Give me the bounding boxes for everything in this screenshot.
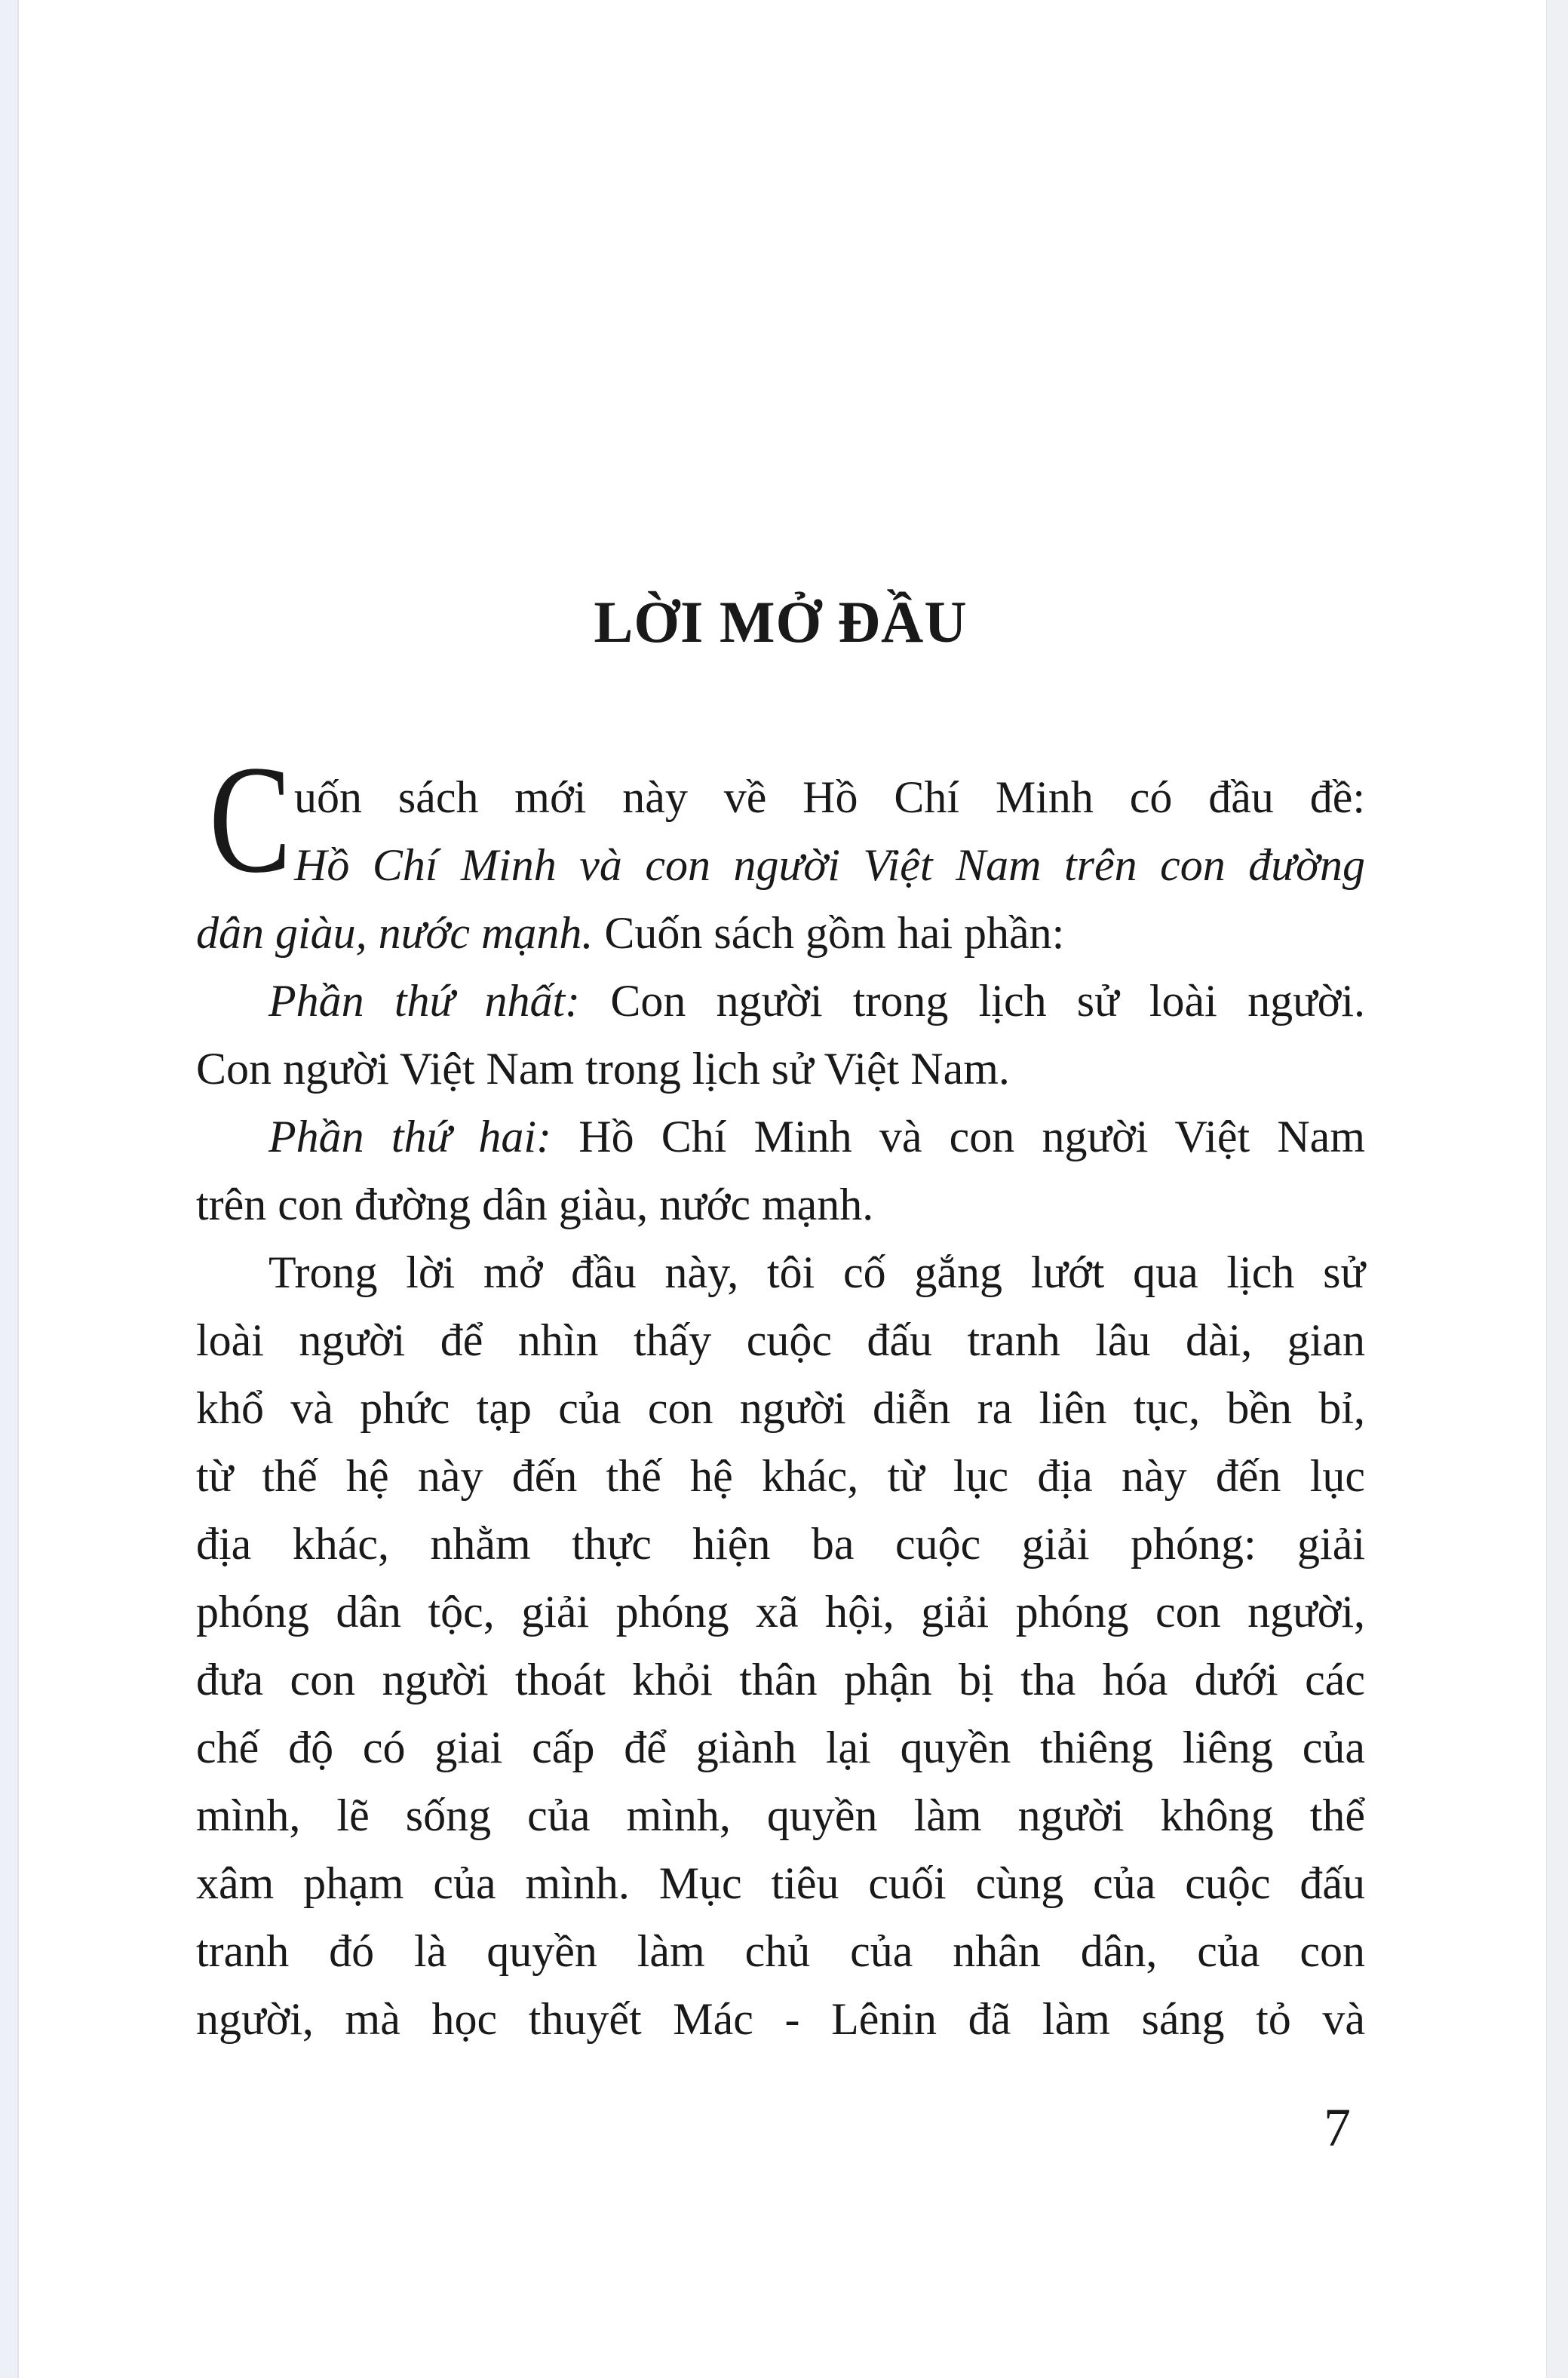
paragraph-2-line-2: Con người Việt Nam trong lịch sử Việt Nam. bbox=[196, 1044, 1010, 1094]
paragraph-4 bbox=[196, 1238, 1365, 2053]
text-line bbox=[196, 1442, 1365, 1510]
paragraph-4-line-8: chế độ có giai cấp để giành lại quyền thiêng liêng của bbox=[196, 1723, 1365, 1772]
paragraph-4-line-12: người, mà học thuyết Mác - Lênin đã làm sáng tỏ và bbox=[196, 1994, 1365, 2044]
text-line bbox=[196, 899, 1365, 967]
part-one-label-italic: Phần thứ nhất: bbox=[268, 976, 581, 1026]
text-line bbox=[196, 1781, 1365, 1849]
text-line bbox=[196, 1103, 1365, 1171]
text-line bbox=[196, 1849, 1365, 1917]
text-line bbox=[294, 763, 1365, 831]
paragraph-3 bbox=[196, 1103, 1365, 1238]
paragraph-4-line-6: phóng dân tộc, giải phóng xã hội, giải phóng con người, bbox=[196, 1587, 1365, 1637]
paragraph-4-line-3: khổ và phức tạp của con người diễn ra liên tục, bền bỉ, bbox=[196, 1383, 1365, 1433]
book-title-italic: dân giàu, nước mạnh. bbox=[196, 908, 594, 958]
paragraph-4-line-9: mình, lẽ sống của mình, quyền làm người không thể bbox=[196, 1790, 1365, 1840]
text-line bbox=[196, 1171, 1365, 1238]
paragraph-1-line-3: Cuốn sách gồm hai phần: bbox=[593, 908, 1065, 958]
text-line bbox=[196, 1917, 1365, 1985]
text-line bbox=[196, 1306, 1365, 1374]
scan-edge-strip-left bbox=[0, 0, 19, 2378]
paragraph-3-line-2: trên con đường dân giàu, nước mạnh. bbox=[196, 1180, 874, 1229]
text-line bbox=[196, 1714, 1365, 1781]
paragraph-2 bbox=[196, 967, 1365, 1103]
text-line bbox=[294, 831, 1365, 899]
page-title: LỜI MỞ ĐẦU bbox=[594, 589, 968, 655]
text-line bbox=[196, 1238, 1365, 1306]
scan-edge-strip-right bbox=[1546, 0, 1568, 2378]
text-line bbox=[196, 1578, 1365, 1646]
paragraph-4-line-2: loài người để nhìn thấy cuộc đấu tranh lâu dài, gian bbox=[196, 1315, 1365, 1365]
text-line bbox=[196, 1646, 1365, 1714]
text-block bbox=[196, 763, 1365, 2053]
page-number: 7 bbox=[1324, 2097, 1351, 2158]
text-line bbox=[196, 967, 1365, 1035]
paragraph-4-line-4: từ thế hệ này đến thế hệ khác, từ lục địa này đến lục bbox=[196, 1451, 1365, 1501]
paragraph-3-line-1: Hồ Chí Minh và con người Việt Nam bbox=[551, 1112, 1365, 1161]
paragraph-4-line-5: địa khác, nhằm thực hiện ba cuộc giải phóng: giải bbox=[196, 1519, 1365, 1569]
text-line bbox=[196, 1985, 1365, 2053]
paragraph-1-line-1: uốn sách mới này về Hồ Chí Minh có đầu đề: bbox=[294, 772, 1365, 822]
paragraph-2-line-1: Con người trong lịch sử loài người. bbox=[580, 976, 1365, 1026]
paragraph-4-line-1: Trong lời mở đầu này, tôi cố gắng lướt qua lịch sử bbox=[268, 1247, 1365, 1297]
text-line bbox=[196, 1035, 1365, 1103]
text-line bbox=[196, 1510, 1365, 1578]
paragraph-4-line-11: tranh đó là quyền làm chủ của nhân dân, của con bbox=[196, 1926, 1365, 1976]
part-two-label-italic: Phần thứ hai: bbox=[268, 1112, 552, 1161]
text-line bbox=[196, 1374, 1365, 1442]
book-title-italic: Hồ Chí Minh và con người Việt Nam trên con đường bbox=[294, 840, 1365, 890]
drop-cap-letter: C bbox=[209, 734, 292, 905]
paragraph-4-line-7: đưa con người thoát khỏi thân phận bị tha hóa dưới các bbox=[196, 1655, 1365, 1704]
paragraph-4-line-10: xâm phạm của mình. Mục tiêu cuối cùng của cuộc đấu bbox=[196, 1858, 1365, 1908]
paragraph-1 bbox=[196, 763, 1365, 967]
